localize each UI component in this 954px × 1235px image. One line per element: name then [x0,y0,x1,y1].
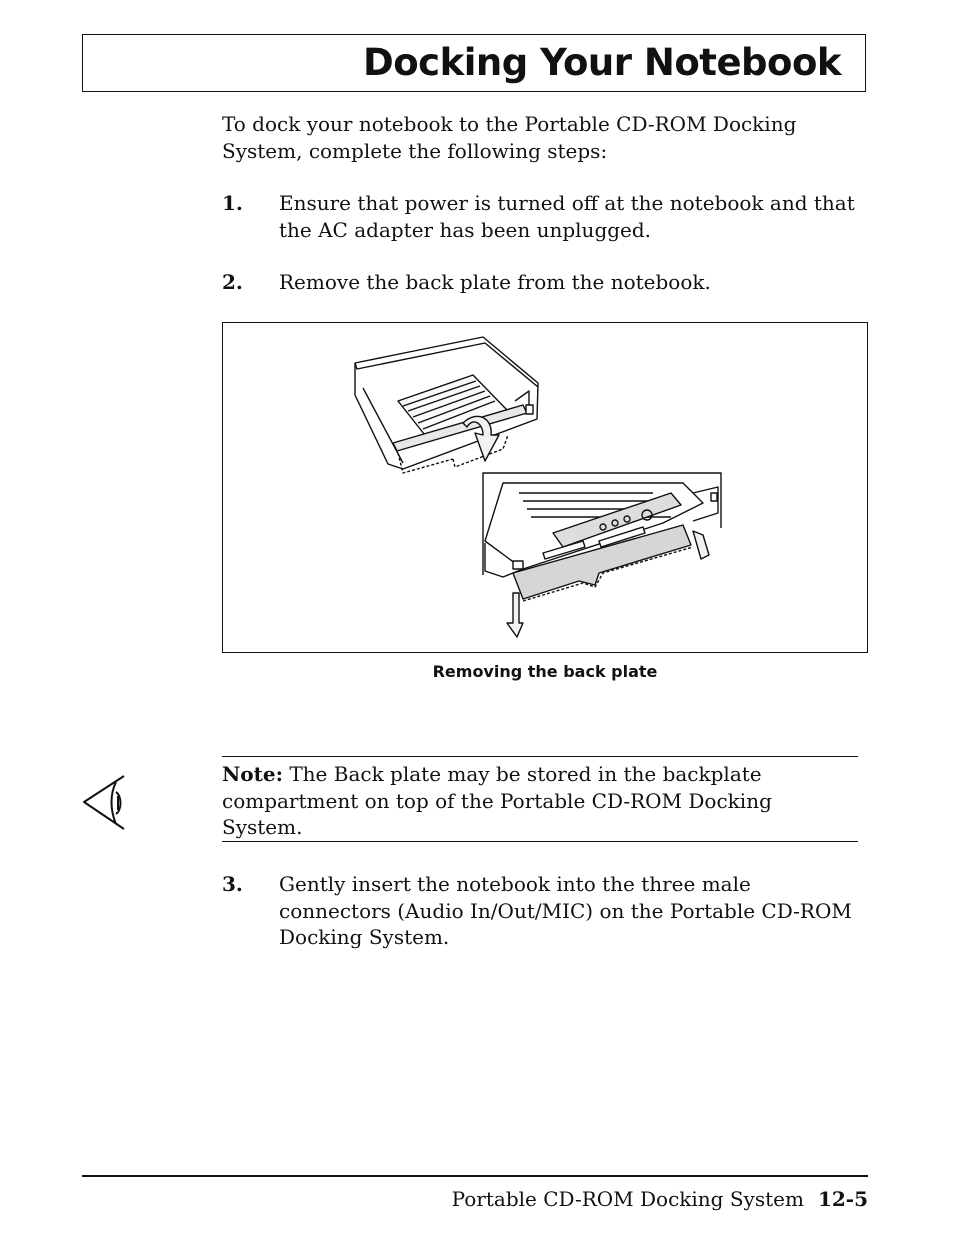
step-number: 3. [222,872,243,896]
note-rule-top [222,756,858,757]
note-text: The Back plate may be stored in the backplate compartment on top of the Portable CD-ROM Docking System. [222,762,772,839]
title-box [82,34,866,92]
page-number: 12-5 [817,1187,868,1211]
figure-caption: Removing the back plate [432,662,658,681]
step-text: Remove the back plate from the notebook. [279,270,711,294]
page-title: Docking Your Notebook [363,41,841,84]
step-text: Ensure that power is turned off at the notebook and that the AC adapter has been unplugged. [279,191,855,242]
figure-frame [222,322,868,653]
page-footer [452,1187,868,1211]
step-number: 2. [222,270,243,294]
step-text: Gently insert the notebook into the three male connectors (Audio In/Out/MIC) on the Portable CD-ROM Docking System. [279,872,852,949]
step-number: 1. [222,191,243,215]
intro-paragraph: To dock your notebook to the Portable CD-ROM Docking System, complete the following steps: [222,112,797,163]
note-rule-bottom [222,841,858,842]
footer-rule [82,1175,868,1177]
back-plate-illustration [223,323,866,651]
note-label: Note: [222,762,283,786]
eye-icon [80,774,130,834]
footer-section: Portable CD-ROM Docking System [451,1187,804,1211]
note-paragraph [222,761,842,841]
